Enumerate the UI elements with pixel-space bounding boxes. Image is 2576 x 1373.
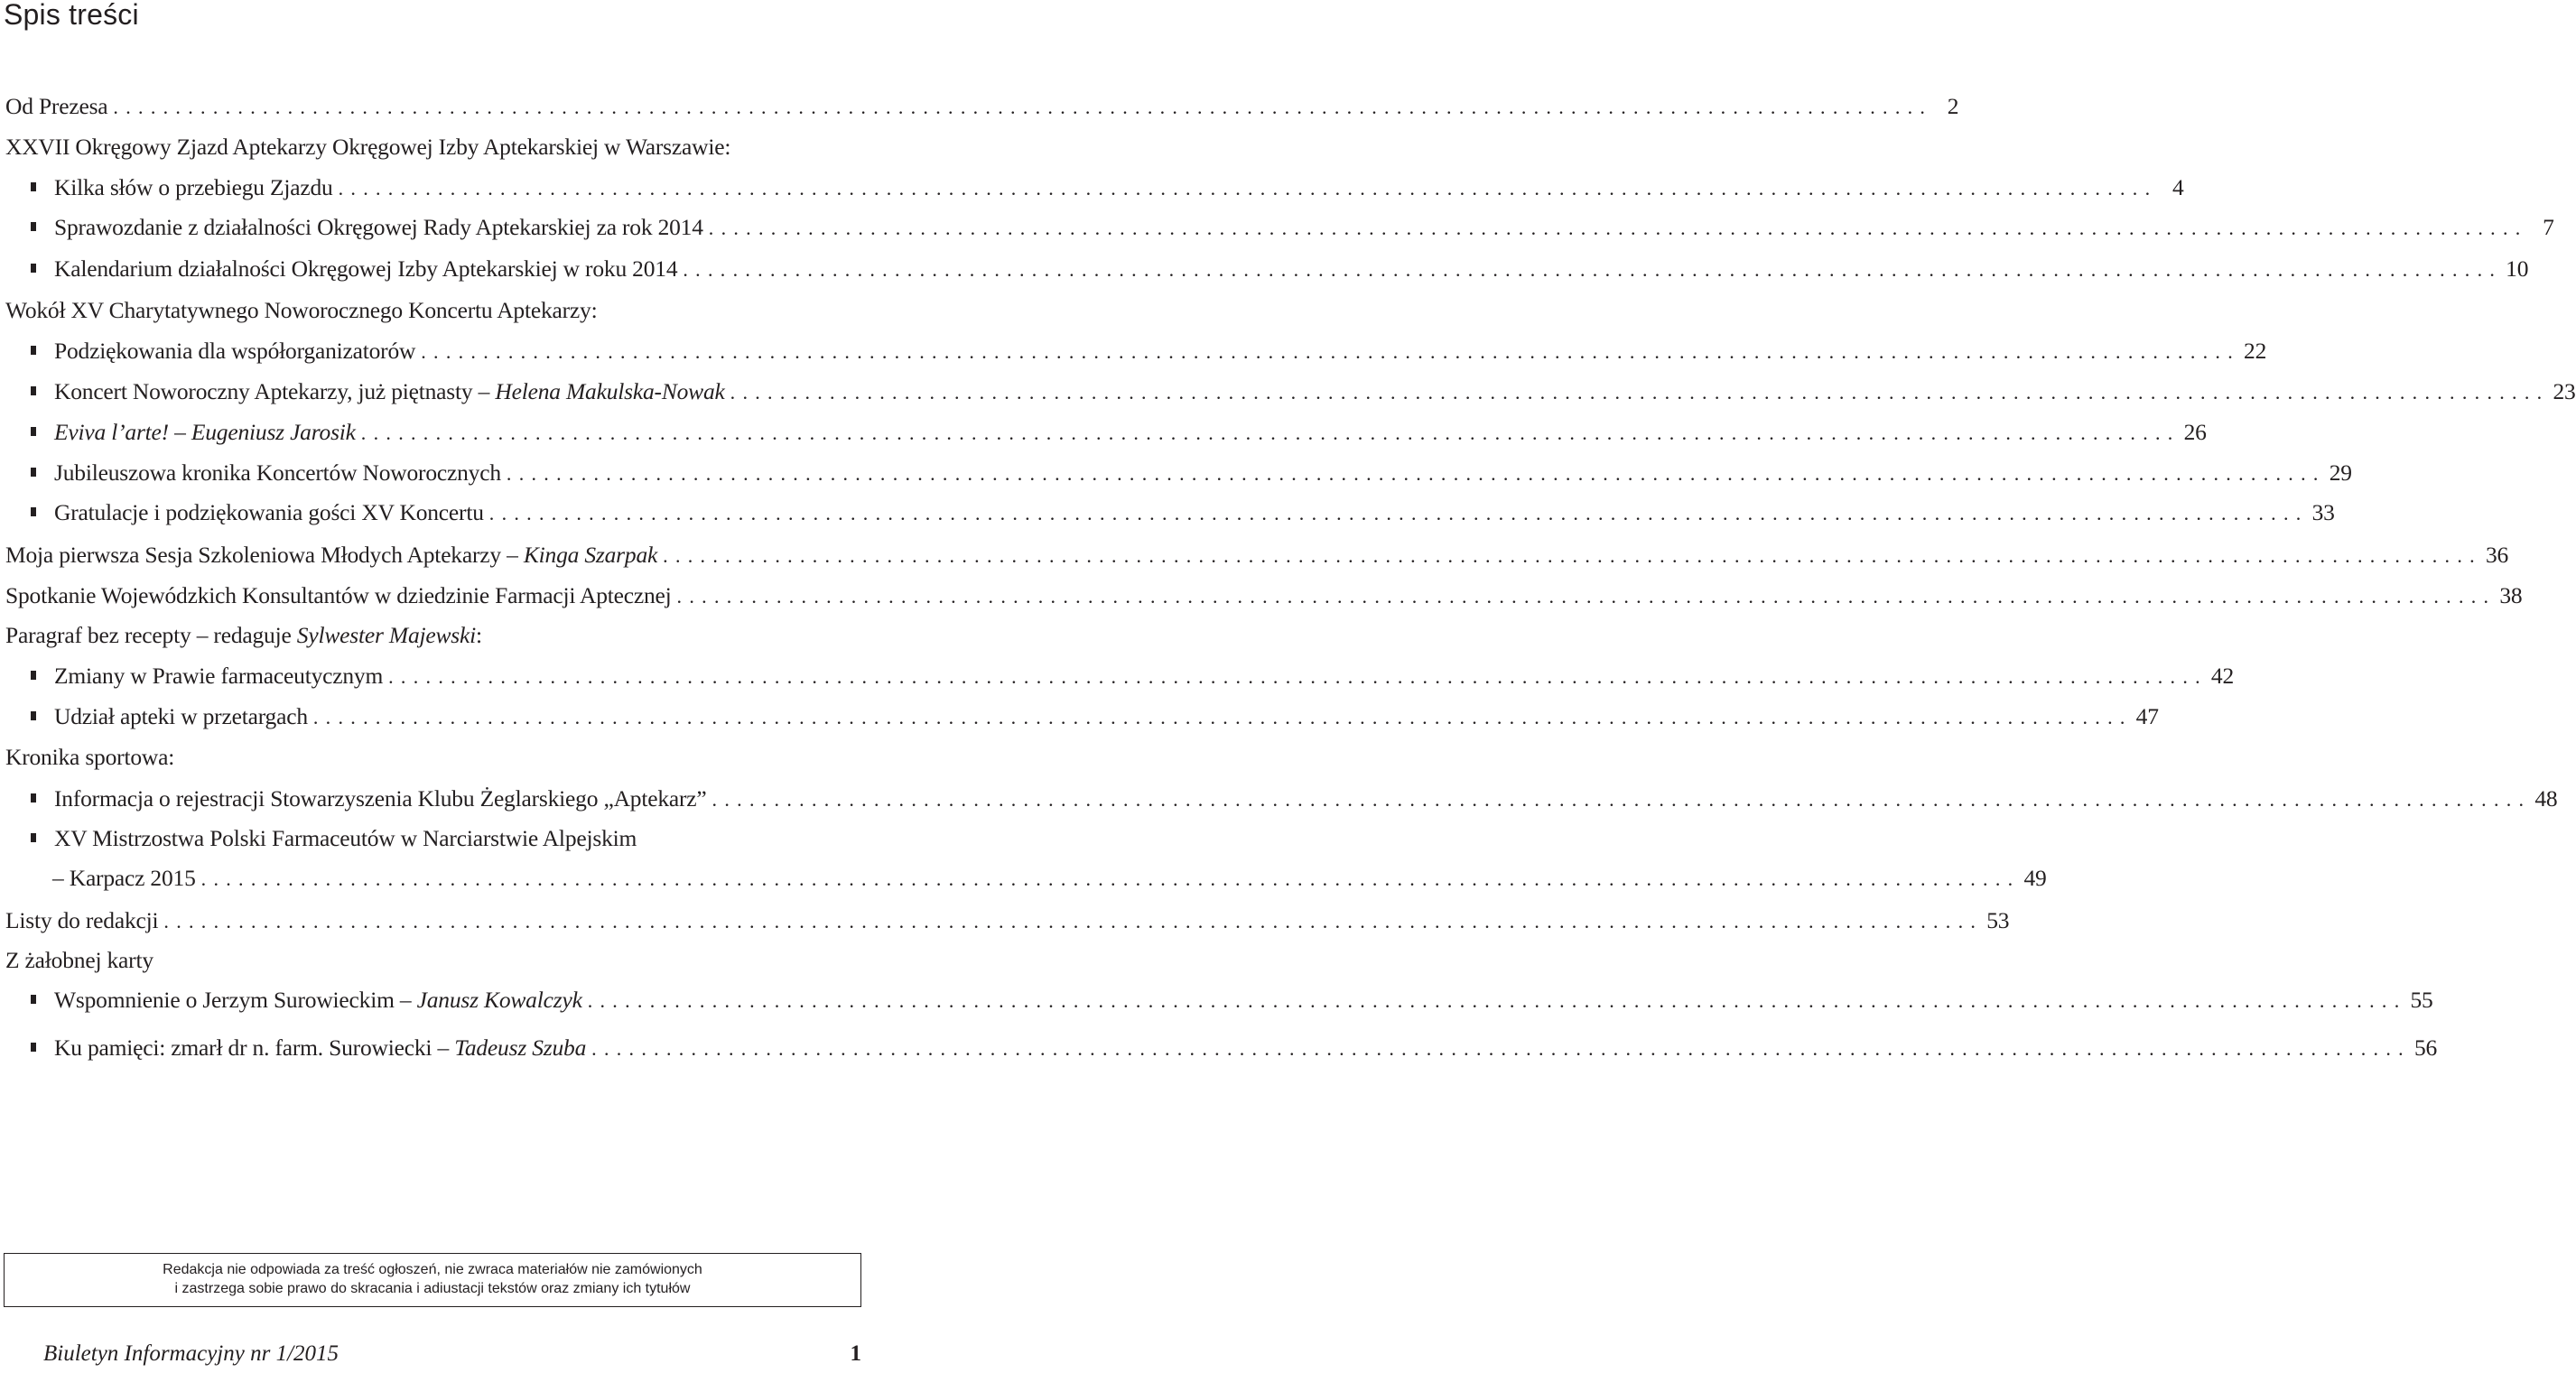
toc-entry-text: Kilka słów o przebiegu Zjazdu xyxy=(54,174,333,200)
toc-entry-text: Moja pierwsza Sesja Szkoleniowa Młodych Aptekarzy – xyxy=(5,542,524,568)
toc-entry-title xyxy=(54,455,501,491)
toc-entry xyxy=(0,170,2184,206)
toc-entry-text: XXVII Okręgowy Zjazd Aptekarzy Okręgowej Izby Aptekarskiej w Warszawie: xyxy=(5,134,731,160)
toc-entry xyxy=(0,292,872,329)
toc-page-number: 22 xyxy=(2244,338,2267,364)
toc-entry-title xyxy=(54,658,383,694)
toc-entry xyxy=(0,1030,2438,1066)
page-title: Spis treści xyxy=(4,0,139,31)
toc-page-number: 38 xyxy=(2499,582,2523,608)
toc-entry xyxy=(0,333,2267,369)
toc-entry xyxy=(0,982,2433,1018)
toc-entry-text: Ku pamięci: zmarł dr n. farm. Surowiecki – xyxy=(54,1034,455,1061)
toc-entry-text: Podziękowania dla współorganizatorów xyxy=(54,338,416,364)
toc-entry-text: Paragraf bez recepty – redaguje xyxy=(5,622,297,648)
dot-leader xyxy=(489,495,2302,532)
dot-leader xyxy=(201,860,2014,897)
toc-entry-author: Tadeusz Szuba xyxy=(454,1034,587,1061)
toc-entry-text: Informacja o rejestracji Stowarzyszenia Klubu Żeglarskiego „Aptekarz” xyxy=(54,785,707,812)
toc-entry-title xyxy=(54,251,677,287)
toc-entry xyxy=(0,578,2523,614)
toc-entry-title xyxy=(5,537,657,573)
toc-page-number: 47 xyxy=(2135,703,2159,729)
toc-page-number: 53 xyxy=(1986,907,2010,933)
toc-entry-title xyxy=(5,578,672,614)
toc-entry xyxy=(0,209,2554,246)
toc-entry xyxy=(0,537,2509,573)
dot-leader xyxy=(313,699,2126,736)
dot-leader xyxy=(113,88,1926,125)
toc-entry-title xyxy=(5,739,174,775)
dot-leader xyxy=(663,537,2476,574)
toc-entry xyxy=(0,374,2576,410)
toc-entry xyxy=(0,860,2047,896)
toc-entry-text: Kronika sportowa: xyxy=(5,744,175,770)
toc-page-number: 29 xyxy=(2329,459,2352,486)
toc-entry xyxy=(0,129,872,165)
toc-entry xyxy=(0,455,2352,491)
toc-page-number: 26 xyxy=(2183,419,2207,445)
bullet-icon xyxy=(31,995,36,1004)
dot-leader xyxy=(591,1030,2404,1067)
toc-entry-text: Wspomnienie o Jerzym Surowieckim – xyxy=(54,987,417,1013)
toc-entry-title xyxy=(54,374,725,410)
toc-page-number: 7 xyxy=(2543,214,2554,240)
toc-entry xyxy=(0,617,872,654)
toc-entry-title xyxy=(54,699,308,735)
toc-entry xyxy=(0,942,872,979)
toc-entry-text: : xyxy=(476,622,482,648)
toc-entry-text: Z żałobnej karty xyxy=(5,947,153,973)
toc-entry xyxy=(0,821,897,857)
toc-page-number: 49 xyxy=(2023,865,2047,891)
toc-page-number: 2 xyxy=(1947,93,1959,119)
bullet-icon xyxy=(31,507,36,516)
toc-entry-title xyxy=(5,88,107,125)
notice-line-1: Redakcja nie odpowiada za treść ogłoszeń, nie zwraca materiałów nie zamówionych xyxy=(163,1262,702,1277)
toc-page-number: 23 xyxy=(2553,378,2576,404)
bullet-icon xyxy=(31,222,36,231)
toc-entry-title xyxy=(54,333,415,369)
bullet-icon xyxy=(31,346,36,355)
dot-leader xyxy=(730,374,2543,411)
bullet-icon xyxy=(31,711,36,720)
toc-entry-title xyxy=(54,209,703,246)
toc-page-number: 56 xyxy=(2413,1034,2438,1061)
toc-entry-title xyxy=(5,617,482,654)
toc-entry-text: Sprawozdanie z działalności Okręgowej Rady Aptekarskiej za rok 2014 xyxy=(54,214,703,240)
toc-entry-text: Spotkanie Wojewódzkich Konsultantów w dziedzinie Farmacji Aptecznej xyxy=(5,582,672,608)
dot-leader xyxy=(507,455,2320,492)
toc-entry xyxy=(0,781,2558,817)
toc-entry-title xyxy=(54,170,333,206)
toc-entry xyxy=(0,414,2207,450)
bullet-icon xyxy=(31,833,36,842)
toc-entry xyxy=(0,739,872,775)
bullet-icon xyxy=(31,793,36,802)
toc-page-number: 48 xyxy=(2534,785,2558,812)
dot-leader xyxy=(388,658,2201,695)
toc-entry-title xyxy=(5,942,153,979)
toc-entry-text: Jubileuszowa kronika Koncertów Noworocznych xyxy=(54,459,501,486)
toc-entry-text: Zmiany w Prawie farmaceutycznym xyxy=(54,663,384,689)
dot-leader xyxy=(163,903,1976,940)
dot-leader xyxy=(683,251,2496,288)
toc-entry-text: Kalendarium działalności Okręgowej Izby Aptekarskiej w roku 2014 xyxy=(54,255,678,282)
notice-line-2: i zastrzega sobie prawo do skracania i adiustacji tekstów oraz zmiany ich tytułów xyxy=(174,1281,691,1296)
toc-page-number: 10 xyxy=(2506,255,2529,282)
toc-entry xyxy=(0,699,2159,735)
toc-entry-title xyxy=(5,292,597,329)
toc-entry-text: XV Mistrzostwa Polski Farmaceutów w Narciarstwie Alpejskim xyxy=(54,825,637,851)
editorial-notice xyxy=(4,1253,861,1307)
toc-entry-text: Koncert Noworoczny Aptekarzy, już piętnasty – xyxy=(54,378,496,404)
toc-entry-title xyxy=(54,1030,586,1066)
dot-leader xyxy=(588,982,2401,1019)
toc-entry-author: Kinga Szarpak xyxy=(523,542,658,568)
toc-entry xyxy=(0,658,2235,694)
dot-leader xyxy=(339,170,2152,207)
toc-entry-title xyxy=(52,860,196,896)
toc-entry-text: Udział apteki w przetargach xyxy=(54,703,308,729)
toc-entry-title xyxy=(5,903,158,939)
dot-leader xyxy=(361,414,2174,451)
toc-entry-title xyxy=(54,495,484,531)
bullet-icon xyxy=(31,427,36,436)
toc-entry-author: Janusz Kowalczyk xyxy=(416,987,582,1013)
bullet-icon xyxy=(31,386,36,395)
footer-page-number: 1 xyxy=(850,1341,861,1366)
toc-entry-author: Sylwester Majewski xyxy=(296,622,477,648)
toc-entry-title xyxy=(54,414,356,450)
dot-leader xyxy=(421,333,2234,370)
toc-entry-title xyxy=(5,129,730,165)
toc-entry xyxy=(0,495,2335,531)
toc-entry-title xyxy=(54,821,637,857)
toc-page-number: 33 xyxy=(2311,499,2335,525)
toc-entry-text: – Karpacz 2015 xyxy=(52,865,196,891)
toc-entry-author: Helena Makulska-Nowak xyxy=(495,378,725,404)
toc-entry-text: Gratulacje i podziękowania gości XV Koncertu xyxy=(54,499,484,525)
dot-leader xyxy=(677,578,2490,615)
toc-entry xyxy=(0,251,2529,287)
toc-page-number: 55 xyxy=(2410,987,2433,1013)
toc-entry-author: Eviva l’arte! – Eugeniusz Jarosik xyxy=(54,419,356,445)
bullet-icon xyxy=(31,468,36,477)
bullet-icon xyxy=(31,1043,36,1052)
dot-leader xyxy=(712,781,2525,818)
toc-entry-title xyxy=(54,982,582,1018)
toc-page-number: 42 xyxy=(2210,663,2235,689)
dot-leader xyxy=(709,209,2522,246)
bullet-icon xyxy=(31,182,36,191)
toc-entry-title xyxy=(54,781,707,817)
toc-entry xyxy=(0,903,2010,939)
toc-page-number: 4 xyxy=(2171,174,2184,200)
toc-entry-text: Listy do redakcji xyxy=(5,907,159,933)
toc-page-number: 36 xyxy=(2485,542,2509,568)
toc-entry-text: Od Prezesa xyxy=(5,93,108,119)
footer-publication: Biuletyn Informacyjny nr 1/2015 xyxy=(43,1341,339,1366)
bullet-icon xyxy=(31,671,36,680)
toc-entry xyxy=(0,88,1959,125)
bullet-icon xyxy=(31,264,36,273)
toc-entry-text: Wokół XV Charytatywnego Noworocznego Koncertu Aptekarzy: xyxy=(5,297,598,323)
